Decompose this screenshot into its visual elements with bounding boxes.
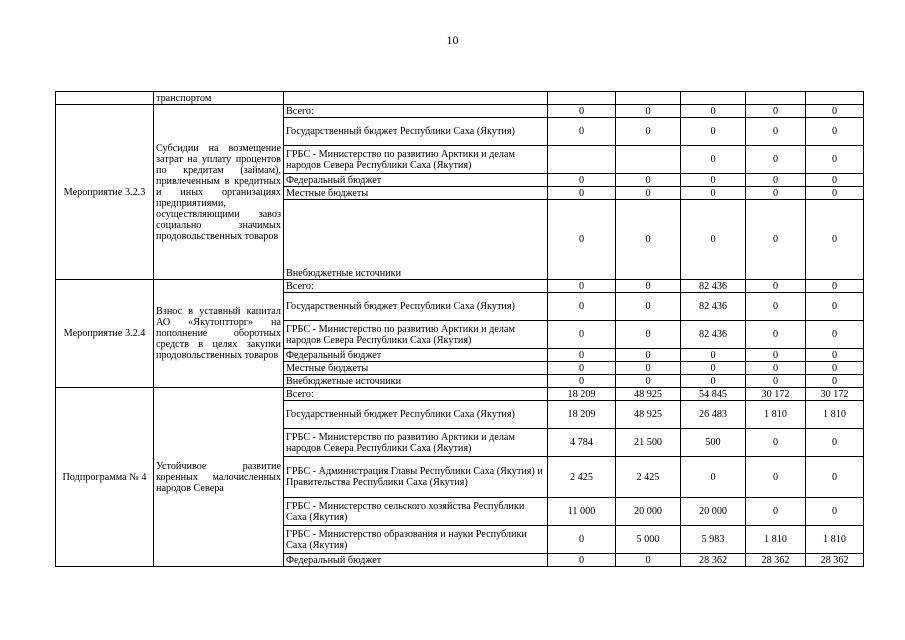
amount-cell: 28 362 — [746, 554, 806, 567]
amount-cell: 0 — [746, 457, 806, 498]
amount-cell: 0 — [746, 498, 806, 526]
amount-cell: 0 — [681, 200, 746, 280]
amount-cell: 0 — [548, 526, 616, 554]
amount-cell: 0 — [746, 375, 806, 388]
description-cell: Субсидии на возмещение затрат на уплату процентов по кредитам (займам), привлеченным в кредитных и иных организациях предприятиями, осуществляющими завоз социально значимых продовольственных товаров — [154, 105, 284, 280]
funding-source-cell: ГРБС - Министерство по развитию Арктики и делам народов Севера Республики Саха (Якутия) — [284, 321, 548, 349]
amount-cell — [548, 92, 616, 105]
amount-cell: 1 810 — [806, 526, 864, 554]
amount-cell: 0 — [681, 174, 746, 187]
amount-cell: 0 — [616, 118, 681, 146]
amount-cell: 0 — [806, 349, 864, 362]
amount-cell — [806, 92, 864, 105]
amount-cell: 0 — [806, 174, 864, 187]
funding-source-cell: Всего: — [284, 388, 548, 401]
funding-source-cell: Местные бюджеты — [284, 187, 548, 200]
table-row — [56, 280, 864, 293]
amount-cell: 0 — [616, 174, 681, 187]
funding-source-cell: Внебюджетные источники — [284, 200, 548, 280]
amount-cell: 0 — [681, 105, 746, 118]
amount-cell: 20 000 — [681, 498, 746, 526]
amount-cell: 26 483 — [681, 401, 746, 429]
description-cell: транспортом — [154, 92, 284, 105]
amount-cell: 1 810 — [746, 526, 806, 554]
event-cell: Мероприятие 3.2.4 — [56, 280, 154, 388]
amount-cell: 2 425 — [548, 457, 616, 498]
budget-table — [55, 91, 864, 567]
amount-cell: 48 925 — [616, 388, 681, 401]
amount-cell — [746, 92, 806, 105]
funding-source-cell: ГРБС - Министерство по развитию Арктики и делам народов Севера Республики Саха (Якутия) — [284, 429, 548, 457]
amount-cell: 0 — [746, 187, 806, 200]
amount-cell: 0 — [681, 457, 746, 498]
amount-cell: 30 172 — [806, 388, 864, 401]
amount-cell: 0 — [746, 362, 806, 375]
amount-cell: 0 — [616, 105, 681, 118]
amount-cell: 0 — [746, 146, 806, 174]
amount-cell: 82 436 — [681, 280, 746, 293]
amount-cell: 0 — [548, 554, 616, 567]
amount-cell: 0 — [746, 280, 806, 293]
amount-cell: 28 362 — [681, 554, 746, 567]
amount-cell: 0 — [681, 146, 746, 174]
amount-cell: 20 000 — [616, 498, 681, 526]
amount-cell: 0 — [806, 200, 864, 280]
amount-cell: 18 209 — [548, 388, 616, 401]
amount-cell: 0 — [806, 118, 864, 146]
funding-source-cell: ГРБС - Министерство образования и науки Республики Саха (Якутия) — [284, 526, 548, 554]
amount-cell: 0 — [681, 375, 746, 388]
amount-cell: 0 — [548, 174, 616, 187]
amount-cell: 5 983 — [681, 526, 746, 554]
amount-cell: 0 — [806, 187, 864, 200]
amount-cell: 0 — [548, 118, 616, 146]
amount-cell: 0 — [548, 349, 616, 362]
amount-cell: 0 — [548, 105, 616, 118]
amount-cell: 0 — [616, 200, 681, 280]
funding-source-cell: Федеральный бюджет — [284, 349, 548, 362]
amount-cell: 0 — [548, 280, 616, 293]
funding-source-cell: Государственный бюджет Республики Саха (Якутия) — [284, 401, 548, 429]
amount-cell: 11 000 — [548, 498, 616, 526]
amount-cell: 0 — [616, 554, 681, 567]
funding-source-cell: ГРБС - Министерство сельского хозяйства Республики Саха (Якутия) — [284, 498, 548, 526]
amount-cell: 0 — [746, 321, 806, 349]
funding-source-cell: Внебюджетные источники — [284, 375, 548, 388]
amount-cell: 0 — [681, 187, 746, 200]
amount-cell: 0 — [806, 457, 864, 498]
amount-cell: 0 — [806, 321, 864, 349]
amount-cell: 0 — [746, 105, 806, 118]
amount-cell: 0 — [746, 349, 806, 362]
amount-cell — [681, 92, 746, 105]
amount-cell: 0 — [806, 280, 864, 293]
description-cell: Взнос в уставный капитал АО «Якутоптторг» на пополнение оборотных средств в целях закупки продовольственных товаров — [154, 280, 284, 388]
amount-cell: 2 425 — [616, 457, 681, 498]
amount-cell — [616, 92, 681, 105]
table-row — [56, 92, 864, 105]
amount-cell: 0 — [548, 187, 616, 200]
amount-cell: 4 784 — [548, 429, 616, 457]
amount-cell: 0 — [616, 321, 681, 349]
amount-cell: 0 — [548, 362, 616, 375]
amount-cell — [616, 146, 681, 174]
amount-cell: 82 436 — [681, 321, 746, 349]
table-row — [56, 388, 864, 401]
amount-cell: 0 — [746, 429, 806, 457]
amount-cell: 0 — [806, 362, 864, 375]
amount-cell: 0 — [616, 362, 681, 375]
page-number: 10 — [446, 33, 459, 47]
amount-cell: 0 — [616, 375, 681, 388]
amount-cell: 0 — [616, 280, 681, 293]
amount-cell — [548, 146, 616, 174]
amount-cell: 0 — [806, 375, 864, 388]
amount-cell: 0 — [616, 187, 681, 200]
funding-source-cell: Государственный бюджет Республики Саха (Якутия) — [284, 118, 548, 146]
funding-source-cell: ГРБС - Министерство по развитию Арктики и делам народов Севера Республики Саха (Якутия) — [284, 146, 548, 174]
funding-source-cell: Федеральный бюджет — [284, 554, 548, 567]
amount-cell: 0 — [746, 174, 806, 187]
amount-cell: 0 — [681, 362, 746, 375]
amount-cell: 0 — [806, 498, 864, 526]
amount-cell: 0 — [806, 429, 864, 457]
funding-source-cell — [284, 92, 548, 105]
amount-cell: 0 — [681, 349, 746, 362]
amount-cell: 54 845 — [681, 388, 746, 401]
event-cell: Подпрограмма № 4 — [56, 388, 154, 567]
amount-cell: 30 172 — [746, 388, 806, 401]
funding-source-cell: Всего: — [284, 105, 548, 118]
amount-cell: 21 500 — [616, 429, 681, 457]
amount-cell: 0 — [681, 118, 746, 146]
funding-source-cell: ГРБС - Администрация Главы Республики Саха (Якутия) и Правительства Республики Саха (Якутия) — [284, 457, 548, 498]
event-cell — [56, 92, 154, 105]
funding-source-cell: Местные бюджеты — [284, 362, 548, 375]
amount-cell: 500 — [681, 429, 746, 457]
amount-cell: 0 — [806, 293, 864, 321]
funding-source-cell: Всего: — [284, 280, 548, 293]
amount-cell: 0 — [616, 349, 681, 362]
amount-cell: 18 209 — [548, 401, 616, 429]
amount-cell: 0 — [548, 200, 616, 280]
amount-cell: 0 — [806, 105, 864, 118]
amount-cell: 0 — [616, 293, 681, 321]
event-cell: Мероприятие 3.2.3 — [56, 105, 154, 280]
amount-cell: 0 — [806, 146, 864, 174]
amount-cell: 0 — [548, 375, 616, 388]
amount-cell: 82 436 — [681, 293, 746, 321]
amount-cell: 0 — [746, 293, 806, 321]
amount-cell: 28 362 — [806, 554, 864, 567]
amount-cell: 0 — [746, 200, 806, 280]
amount-cell: 0 — [746, 118, 806, 146]
amount-cell: 0 — [548, 293, 616, 321]
description-cell: Устойчивое развитие коренных малочисленных народов Севера — [154, 388, 284, 567]
table-row — [56, 105, 864, 118]
amount-cell: 1 810 — [806, 401, 864, 429]
amount-cell: 1 810 — [746, 401, 806, 429]
amount-cell: 0 — [548, 321, 616, 349]
funding-source-cell: Федеральный бюджет — [284, 174, 548, 187]
amount-cell: 48 925 — [616, 401, 681, 429]
funding-source-cell: Государственный бюджет Республики Саха (Якутия) — [284, 293, 548, 321]
amount-cell: 5 000 — [616, 526, 681, 554]
